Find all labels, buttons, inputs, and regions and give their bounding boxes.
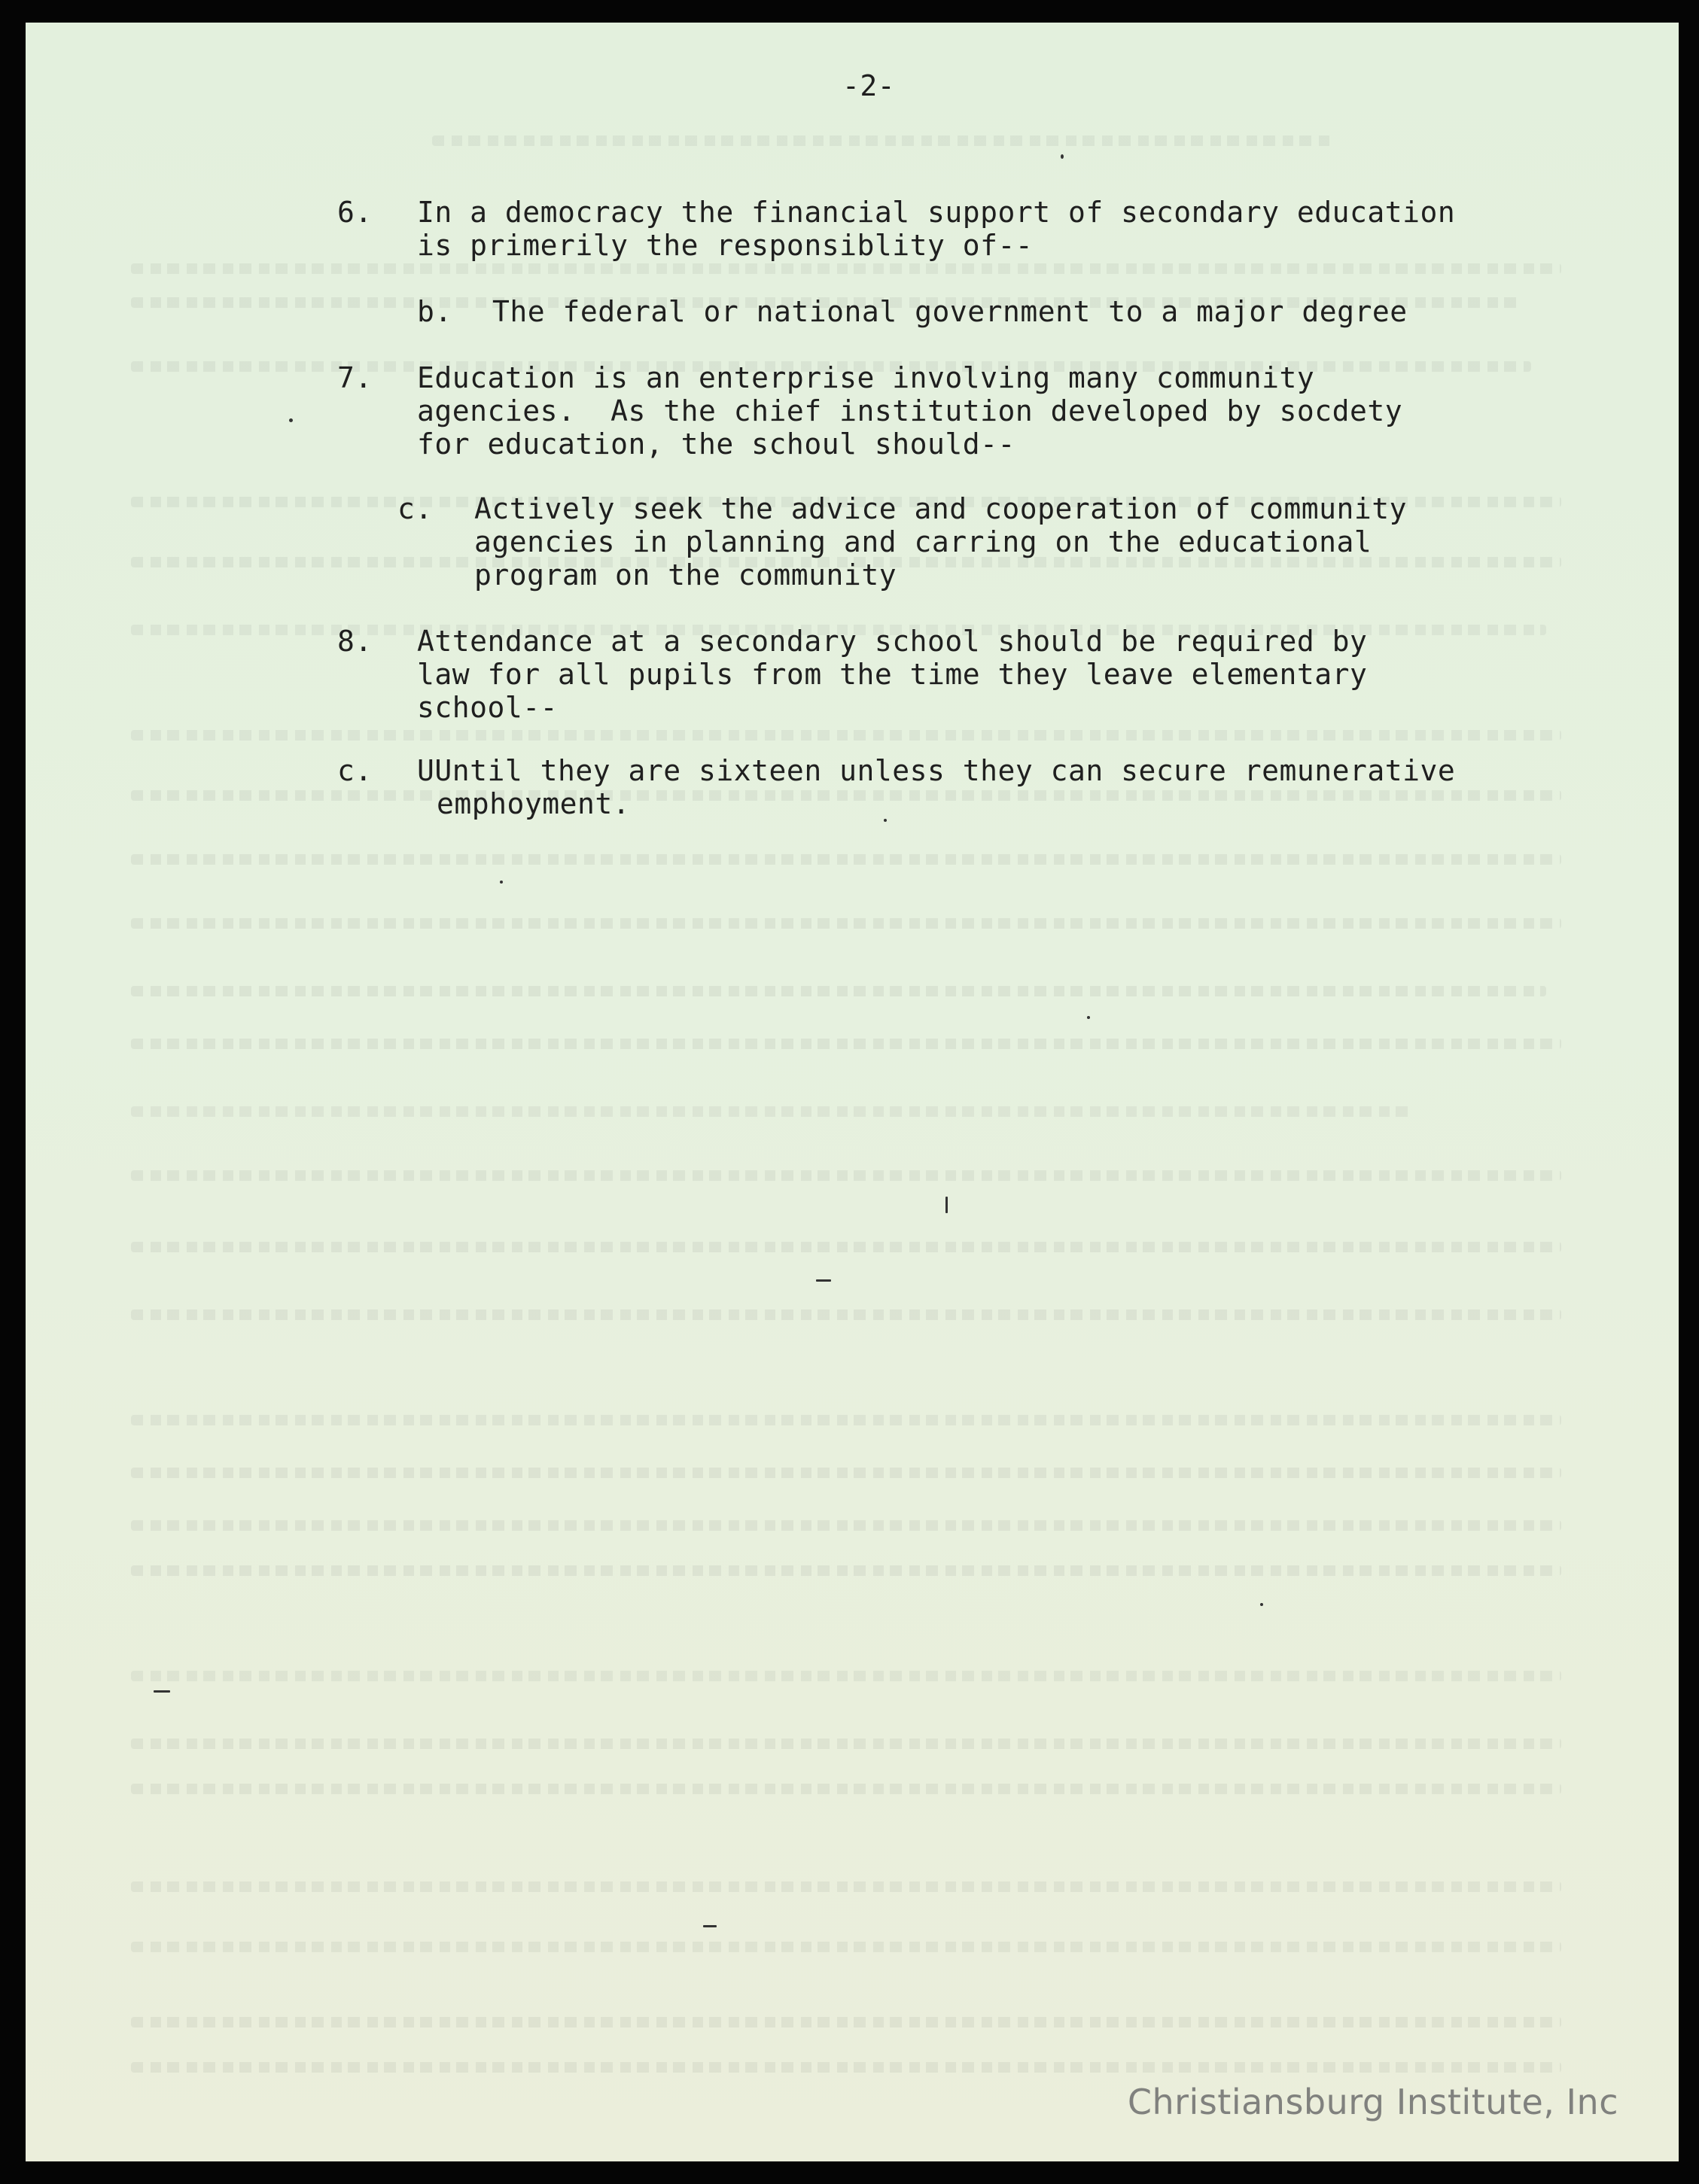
paper-speck [703, 1925, 717, 1927]
watermark: Christiansburg Institute, Inc [1127, 2082, 1618, 2122]
answer-letter: c. [397, 492, 433, 525]
question-text-line: Education is an enterprise involving many community [417, 361, 1315, 394]
answer-text-line: Actively seek the advice and cooperation of community [474, 492, 1408, 525]
paper-speck [289, 418, 293, 422]
question-text-line: law for all pupils from the time they leave elementary [417, 658, 1368, 691]
question-text-line: is primerily the responsiblity of-- [417, 229, 1034, 262]
paper-speck [1260, 1603, 1263, 1606]
answer-text-line: program on the community [474, 558, 897, 592]
question-number: 7. [337, 361, 373, 394]
answer-text-line: UUntil they are sixteen unless they can secure remunerative [417, 754, 1456, 787]
question-text-line: Attendance at a secondary school should be required by [417, 625, 1368, 658]
question-text-line: agencies. As the chief institution developed by socdety [417, 394, 1403, 427]
question-text-line: school-- [417, 691, 559, 724]
question-text-line: In a democracy the financial support of secondary education [417, 196, 1456, 229]
question-number: 8. [337, 625, 373, 658]
question-number: 6. [337, 196, 373, 229]
answer-text-line: agencies in planning and carring on the educational [474, 525, 1372, 558]
paper-speck [945, 1197, 948, 1213]
paper-speck [154, 1690, 170, 1693]
paper-speck [816, 1279, 831, 1282]
paper-speck [884, 819, 887, 822]
paper-speck [500, 881, 503, 884]
document-page [26, 23, 1679, 2161]
question-text-line: for education, the schoul should-- [417, 427, 1015, 461]
paper-speck [1061, 154, 1064, 159]
answer-text-line: The federal or national government to a major degree [492, 295, 1408, 328]
page-number: -2- [842, 69, 896, 102]
answer-letter: b. [417, 295, 452, 328]
answer-text-line: emphoyment. [437, 787, 631, 820]
answer-letter: c. [337, 754, 373, 787]
paper-speck [1087, 1016, 1090, 1019]
